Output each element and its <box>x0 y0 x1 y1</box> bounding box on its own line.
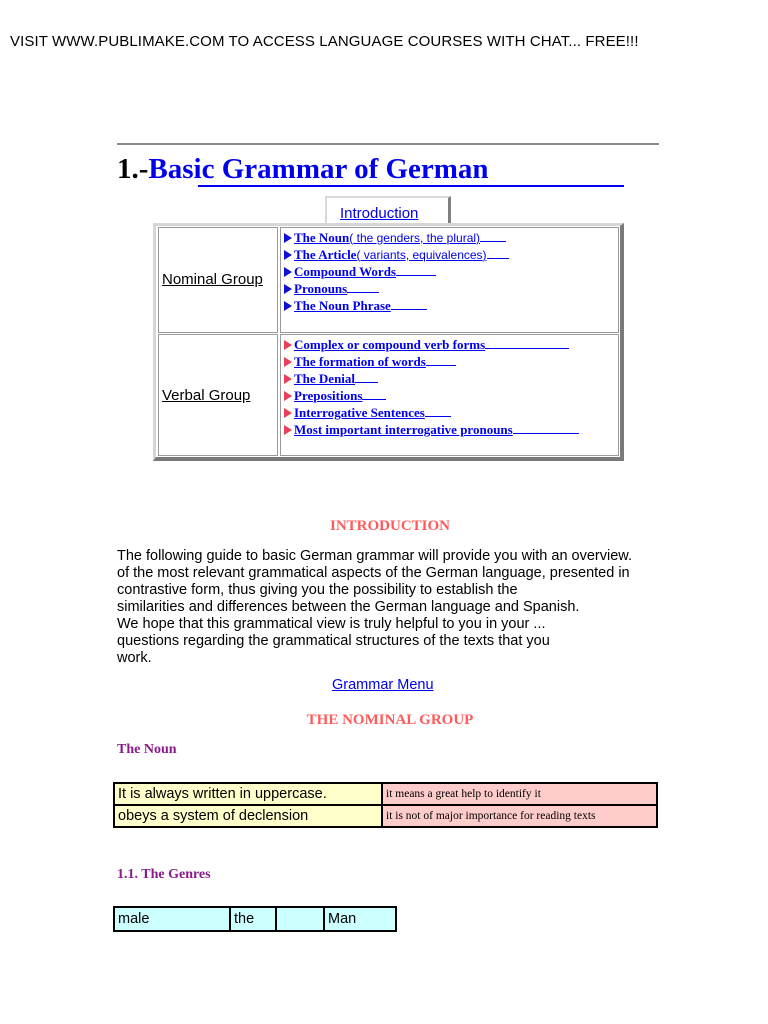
paragraph-line: contrastive form, thus giving you the possibility to establish the <box>117 582 518 598</box>
title-number: 1.- <box>117 153 149 185</box>
verbal-group-links <box>280 334 619 456</box>
table-cell: It is always written in uppercase. <box>114 783 382 805</box>
page-title <box>117 153 489 186</box>
introduction-link[interactable]: Introduction <box>340 205 419 222</box>
triangle-bullet-icon <box>284 301 292 311</box>
menu-item-compound-words[interactable]: Compound Words <box>284 264 436 280</box>
introduction-heading: INTRODUCTION <box>329 518 450 534</box>
introduction-paragraph <box>117 548 677 667</box>
triangle-bullet-icon <box>284 374 292 384</box>
triangle-bullet-icon <box>284 284 292 294</box>
grammar-menu-table <box>153 223 624 461</box>
menu-item-noun[interactable]: The Noun( the genders, the plural) <box>284 230 506 246</box>
triangle-bullet-icon <box>284 267 292 277</box>
menu-item-interrogative-pronouns[interactable]: Most important interrogative pronouns <box>284 422 579 438</box>
paragraph-line: work. <box>117 650 152 666</box>
paragraph-line: of the most relevant grammatical aspects of the German language, presented in <box>117 565 630 581</box>
title-link[interactable]: Basic Grammar of German <box>148 153 489 185</box>
nominal-group-label: Nominal Group <box>162 271 263 288</box>
nominal-group-cell <box>158 227 278 333</box>
nominal-group-heading: THE NOMINAL GROUP <box>306 712 474 728</box>
table-cell: it is not of major importance for reading texts <box>382 805 657 827</box>
nominal-group-links <box>280 227 619 333</box>
table-cell: the <box>230 907 276 931</box>
menu-item-article[interactable]: The Article( variants, equivalences) <box>284 247 509 263</box>
table-row <box>114 783 657 805</box>
grammar-menu-link[interactable]: Grammar Menu <box>332 677 434 693</box>
menu-item-pronouns[interactable]: Pronouns <box>284 281 379 297</box>
table-cell: it means a great help to identify it <box>382 783 657 805</box>
verbal-group-label: Verbal Group <box>162 387 251 404</box>
triangle-bullet-icon <box>284 425 292 435</box>
menu-item-verb-forms[interactable]: Complex or compound verb forms <box>284 337 569 353</box>
table-row <box>114 907 396 931</box>
table-row <box>114 805 657 827</box>
table-cell <box>276 907 324 931</box>
paragraph-line: questions regarding the grammatical structures of the texts that you <box>117 633 550 649</box>
triangle-bullet-icon <box>284 357 292 367</box>
title-underline <box>198 185 624 187</box>
paragraph-line: We hope that this grammatical view is truly helpful to you in your ... <box>117 616 546 632</box>
triangle-bullet-icon <box>284 250 292 260</box>
triangle-bullet-icon <box>284 340 292 350</box>
table-cell: Man <box>324 907 396 931</box>
horizontal-rule <box>117 143 659 145</box>
menu-item-interrogative-sentences[interactable]: Interrogative Sentences <box>284 405 451 421</box>
genres-heading: 1.1. The Genres <box>117 867 211 882</box>
menu-item-prepositions[interactable]: Prepositions <box>284 388 386 404</box>
table-cell: male <box>114 907 230 931</box>
paragraph-line: similarities and differences between the German language and Spanish. <box>117 599 580 615</box>
paragraph-line: The following guide to basic German grammar will provide you with an overview. <box>117 548 632 564</box>
triangle-bullet-icon <box>284 391 292 401</box>
table-cell: obeys a system of declension <box>114 805 382 827</box>
menu-item-noun-phrase[interactable]: The Noun Phrase <box>284 298 427 314</box>
noun-heading: The Noun <box>117 742 177 757</box>
triangle-bullet-icon <box>284 233 292 243</box>
introduction-tab <box>325 196 451 224</box>
menu-item-denial[interactable]: The Denial <box>284 371 378 387</box>
promo-banner: VISIT WWW.PUBLIMAKE.COM TO ACCESS LANGUAGE COURSES WITH CHAT... FREE!!! <box>10 33 639 50</box>
triangle-bullet-icon <box>284 408 292 418</box>
genres-table <box>113 906 397 932</box>
noun-table <box>113 782 658 828</box>
menu-item-word-formation[interactable]: The formation of words <box>284 354 456 370</box>
verbal-group-cell <box>158 334 278 456</box>
